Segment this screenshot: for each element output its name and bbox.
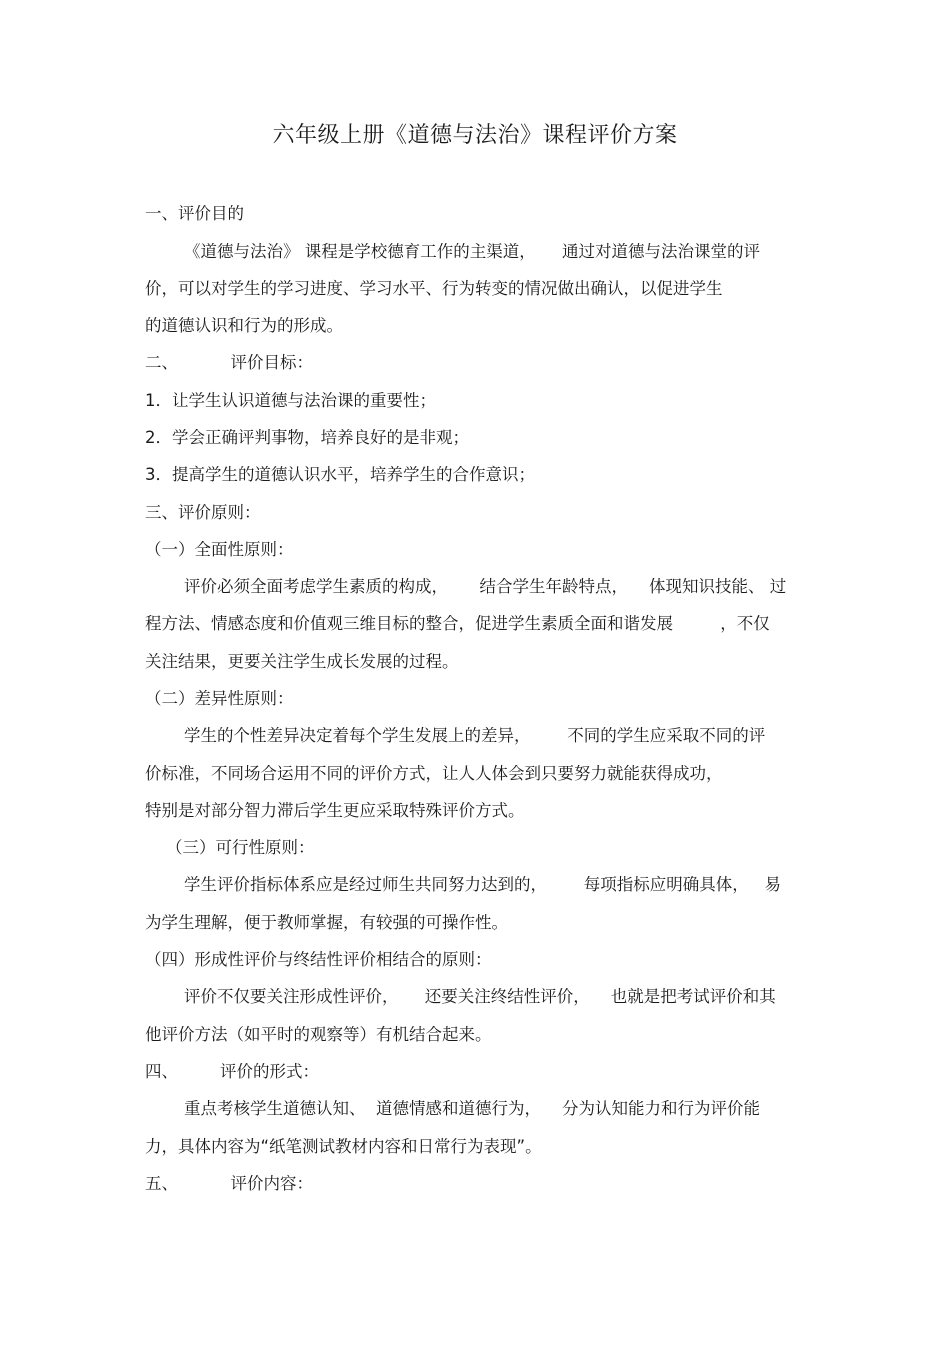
heading-1: 一、评价目的 bbox=[145, 204, 244, 223]
paragraph-line: 他评价方法（如平时的观察等）有机结合起来。 bbox=[145, 1025, 492, 1044]
paragraph-line: 学生的个性差异决定着每个学生发展上的差异， 不同的学生应采取不同的评 bbox=[184, 726, 766, 745]
paragraph-line: 关注结果，更要关注学生成长发展的过程。 bbox=[145, 652, 459, 671]
paragraph-line: 程方法、情感态度和价值观三维目标的整合，促进学生素质全面和谐发展 ，不仅 bbox=[145, 614, 770, 633]
list-item: 3．提高学生的道德认识水平，培养学生的合作意识； bbox=[145, 465, 535, 484]
paragraph-line: 《道德与法治》 课程是学校德育工作的主渠道， 通过对道德与法治课堂的评 bbox=[184, 242, 760, 261]
list-item: 2．学会正确评判事物，培养良好的是非观； bbox=[145, 428, 469, 447]
heading-3: 三、评价原则： bbox=[145, 503, 261, 522]
paragraph-line: 重点考核学生道德认知、 道德情感和道德行为， 分为认知能力和行为评价能 bbox=[184, 1099, 760, 1118]
paragraph-line: 的道德认识和行为的形成。 bbox=[145, 316, 343, 335]
paragraph-line: 力，具体内容为“纸笔测试教材内容和日常行为表现”。 bbox=[145, 1137, 542, 1156]
list-item: 1．让学生认识道德与法治课的重要性； bbox=[145, 391, 436, 410]
subheading: （二）差异性原则： bbox=[145, 689, 294, 708]
document-title: 六年级上册《道德与法治》课程评价方案 bbox=[272, 123, 678, 148]
paragraph-line: 学生评价指标体系应是经过师生共同努力达到的， 每项指标应明确具体， 易 bbox=[184, 875, 781, 894]
paragraph-line: 为学生理解，便于教师掌握，有较强的可操作性。 bbox=[145, 913, 508, 932]
heading-4: 四、 评价的形式： bbox=[145, 1062, 319, 1081]
heading-5: 五、 评价内容： bbox=[145, 1174, 313, 1193]
paragraph-line: 特别是对部分智力滞后学生更应采取特殊评价方式。 bbox=[145, 801, 525, 820]
paragraph-line: 评价不仅要关注形成性评价， 还要关注终结性评价， 也就是把考试评价和其 bbox=[184, 987, 776, 1006]
subheading: （三）可行性原则： bbox=[166, 838, 315, 857]
subheading: （一）全面性原则： bbox=[145, 540, 294, 559]
paragraph-line: 评价必须全面考虑学生素质的构成， 结合学生年龄特点， 体现知识技能、 过 bbox=[184, 577, 787, 596]
paragraph-line: 价标准，不同场合运用不同的评价方式，让人人体会到只要努力就能获得成功， bbox=[145, 764, 723, 783]
heading-2: 二、 评价目标： bbox=[145, 353, 313, 372]
subheading: （四）形成性评价与终结性评价相结合的原则： bbox=[145, 950, 492, 969]
paragraph-line: 价，可以对学生的学习进度、学习水平、行为转变的情况做出确认，以促进学生 bbox=[145, 279, 723, 298]
